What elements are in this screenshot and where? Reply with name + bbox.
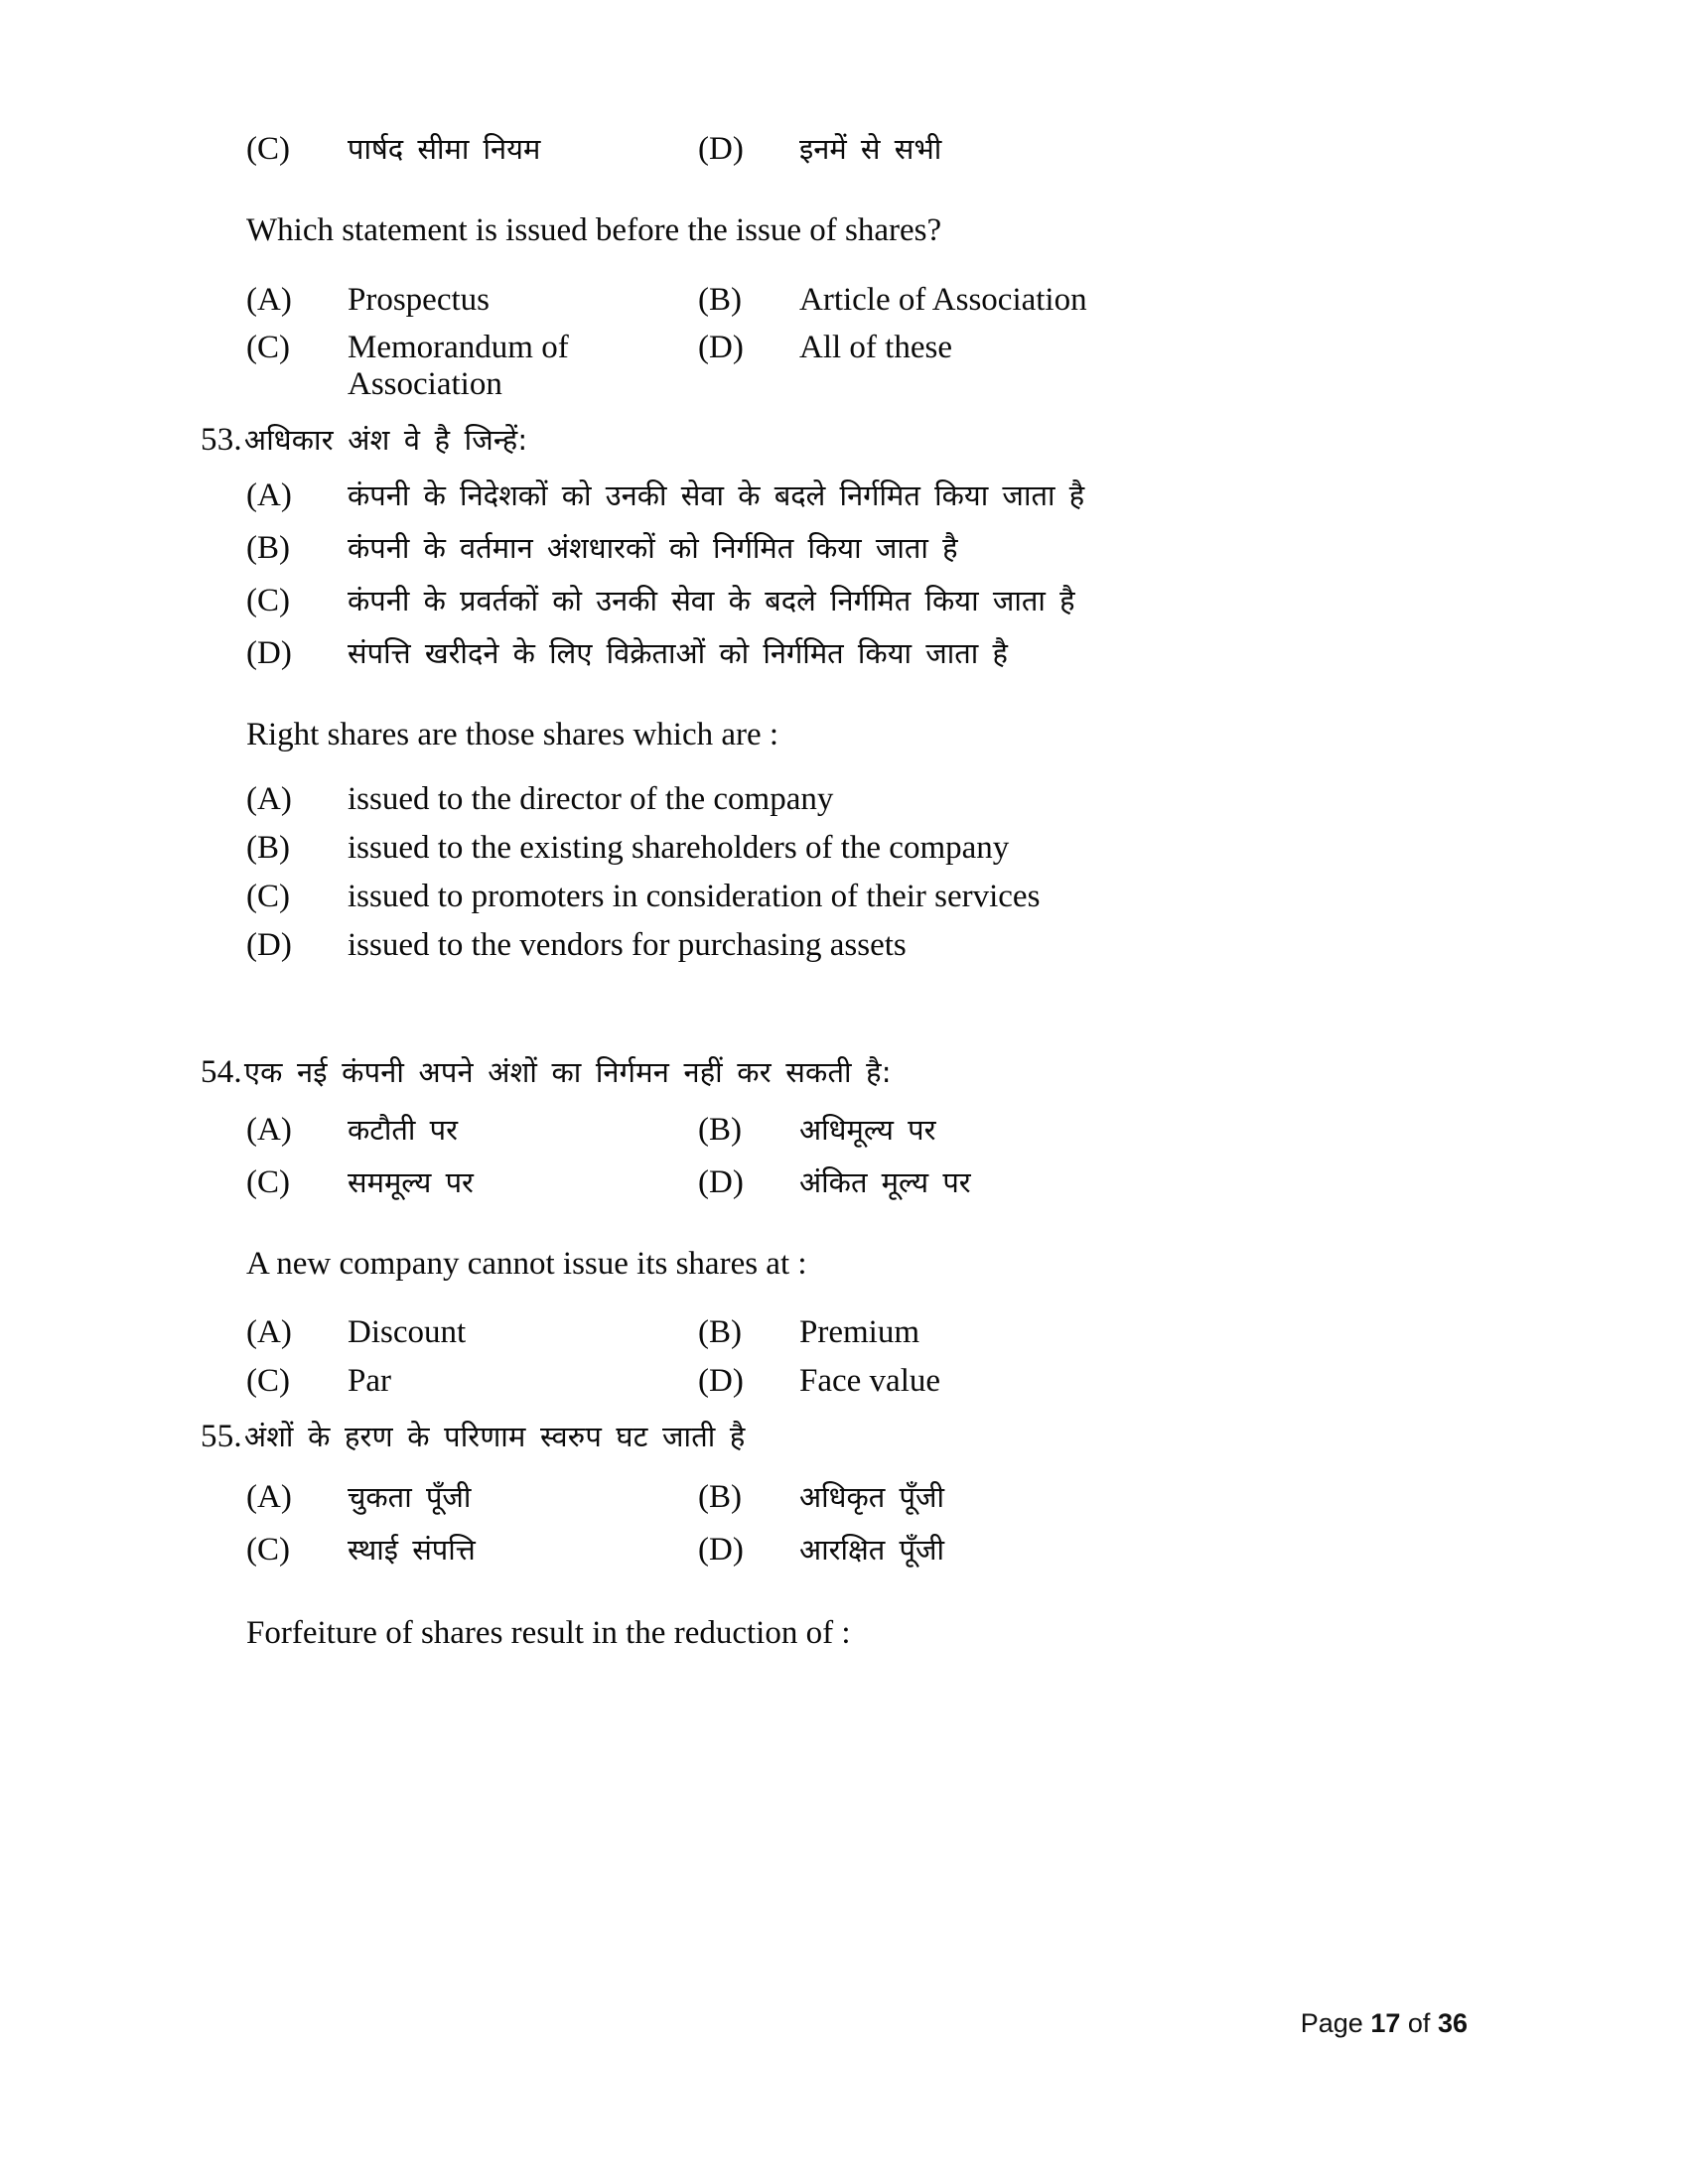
option-label: Prospectus	[348, 281, 490, 318]
option-a	[246, 1314, 698, 1351]
option-key: (C)	[246, 131, 290, 167]
option-row	[246, 927, 1468, 964]
option-b	[698, 1477, 1468, 1516]
option-key: (D)	[698, 131, 744, 167]
question-53-stem-english: Right shares are those shares which are :	[246, 717, 779, 753]
option-key: (A)	[246, 478, 292, 514]
option-row	[246, 528, 1468, 567]
option-d	[698, 1162, 1468, 1201]
option-row	[246, 1530, 1468, 1569]
option-label: Memorandum of Association	[348, 329, 569, 402]
option-row	[246, 830, 1468, 867]
question-54-stem-english: A new company cannot issue its shares at :	[246, 1246, 807, 1283]
option-key: (A)	[246, 1313, 292, 1350]
option-row	[246, 1162, 1468, 1201]
option-c	[246, 1363, 698, 1400]
option-key: (D)	[246, 635, 292, 672]
option-label: अधिकृत पूँजी	[799, 1479, 945, 1514]
option-label: चुकता पूँजी	[348, 1479, 472, 1514]
option-label: अधिमूल्य पर	[799, 1113, 936, 1148]
option-row	[246, 282, 1468, 319]
option-key: (D)	[698, 1164, 744, 1201]
option-row	[246, 330, 1468, 403]
option-key: (C)	[246, 878, 290, 914]
option-key: (A)	[246, 1478, 292, 1515]
option-key: (C)	[246, 1362, 290, 1399]
question-55-stem-english: Forfeiture of shares result in the reduction of :	[246, 1614, 851, 1651]
option-label: Premium	[799, 1313, 919, 1350]
option-c	[246, 330, 698, 403]
option-label: इनमें से सभी	[799, 132, 942, 166]
option-key: (A)	[246, 281, 292, 318]
option-d	[246, 633, 1468, 672]
footer-prefix: Page	[1300, 2008, 1363, 2038]
option-label: अंकित मूल्य पर	[799, 1165, 971, 1200]
option-key: (B)	[246, 829, 290, 866]
option-key: (C)	[246, 1531, 290, 1568]
option-a	[246, 476, 1468, 514]
option-label: issued to the director of the company	[348, 780, 834, 817]
option-key: (C)	[246, 1164, 290, 1201]
option-key: (B)	[698, 1478, 742, 1515]
question-text: अधिकार अंश वे है जिन्हें:	[243, 422, 528, 457]
option-label: कंपनी के निदेशकों को उनकी सेवा के बदले निर्गमित किया जाता है	[348, 478, 1085, 513]
option-row	[246, 633, 1468, 672]
option-key: (D)	[698, 329, 744, 365]
question-54-stem-hindi	[201, 1053, 1468, 1093]
option-row	[246, 476, 1468, 514]
option-d	[698, 330, 1468, 366]
option-row	[246, 1363, 1468, 1400]
option-key: (A)	[246, 780, 292, 817]
option-row	[246, 1110, 1468, 1149]
option-label: Face value	[799, 1362, 941, 1399]
option-key: (B)	[698, 281, 742, 318]
option-key: (D)	[698, 1531, 744, 1568]
option-label: स्थाई संपत्ति	[348, 1532, 476, 1567]
option-row	[246, 1314, 1468, 1351]
question-text: अंशों के हरण के परिणाम स्वरुप घट जाती है	[243, 1419, 746, 1453]
option-c	[246, 1162, 698, 1201]
option-key: (B)	[246, 530, 290, 567]
option-a	[246, 1110, 698, 1149]
option-row	[246, 879, 1468, 915]
question-text: एक नई कंपनी अपने अंशों का निर्गमन नहीं कर सकती है:	[243, 1054, 892, 1089]
option-label: Article of Association	[799, 281, 1087, 318]
option-d	[698, 1363, 1468, 1400]
option-a	[246, 282, 698, 319]
option-label: आरक्षित पूँजी	[799, 1532, 945, 1567]
option-row	[246, 581, 1468, 619]
option-key: (D)	[698, 1362, 744, 1399]
option-a	[246, 1477, 698, 1516]
option-label: कंपनी के प्रवर्तकों को उनकी सेवा के बदले निर्गमित किया जाता है	[348, 584, 1075, 618]
question-stem-english: Which statement is issued before the issue of shares?	[246, 212, 942, 248]
footer-middle: of	[1407, 2008, 1431, 2038]
option-row	[246, 781, 1468, 818]
option-b	[698, 282, 1468, 319]
option-b	[246, 528, 1468, 567]
question-55-stem-hindi	[201, 1418, 1468, 1457]
option-b	[698, 1314, 1468, 1351]
option-label: issued to promoters in consideration of their services	[348, 878, 1041, 914]
footer-total-pages: 36	[1437, 2008, 1468, 2038]
option-label: issued to the vendors for purchasing assets	[348, 926, 907, 963]
option-d	[246, 927, 1468, 964]
option-c	[246, 129, 698, 168]
question-53-stem-hindi	[201, 421, 1468, 461]
option-key: (A)	[246, 1112, 292, 1149]
option-row	[246, 129, 1468, 168]
footer-current-page: 17	[1370, 2008, 1401, 2038]
option-row	[246, 1477, 1468, 1516]
question-number: 55.	[201, 1418, 242, 1454]
question-number: 54.	[201, 1053, 242, 1090]
option-label: Par	[348, 1362, 391, 1399]
option-c	[246, 581, 1468, 619]
option-label: पार्षद सीमा नियम	[348, 132, 541, 166]
option-key: (C)	[246, 583, 290, 619]
option-key: (C)	[246, 329, 290, 365]
question-number: 53.	[201, 421, 242, 458]
option-c	[246, 879, 1468, 915]
page-footer	[1301, 2008, 1468, 2039]
option-label: कटौती पर	[348, 1113, 458, 1148]
option-key: (B)	[698, 1112, 742, 1149]
option-key: (B)	[698, 1313, 742, 1350]
option-b	[698, 1110, 1468, 1149]
option-d	[698, 129, 1468, 168]
option-a	[246, 781, 1468, 818]
option-label: कंपनी के वर्तमान अंशधारकों को निर्गमित किया जाता है	[348, 531, 958, 566]
option-label: All of these	[799, 329, 952, 365]
option-d	[698, 1530, 1468, 1569]
option-c	[246, 1530, 698, 1569]
option-label: सममूल्य पर	[348, 1165, 474, 1200]
option-label: issued to the existing shareholders of the company	[348, 829, 1010, 866]
option-b	[246, 830, 1468, 867]
option-label: Discount	[348, 1313, 467, 1350]
option-label: संपत्ति खरीदने के लिए विक्रेताओं को निर्गमित किया जाता है	[348, 636, 1008, 671]
option-key: (D)	[246, 926, 292, 963]
page-content	[201, 0, 1468, 1661]
